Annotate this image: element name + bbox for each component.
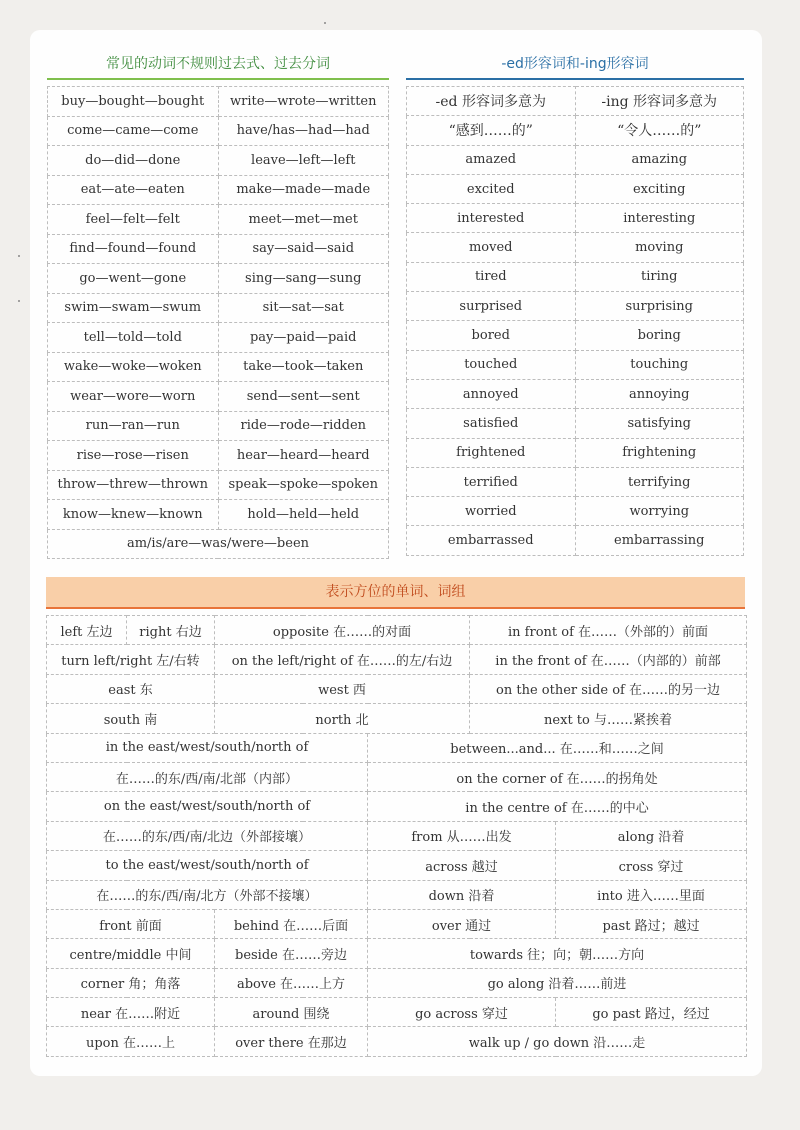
direction-cell: centre/middle 中间 (47, 939, 215, 968)
verb-cell: hear—heard—heard (218, 441, 389, 471)
ed-adjective-cell: annoyed (407, 379, 576, 408)
direction-cell: across 越过 (368, 851, 556, 880)
direction-cell: on the left/right of 在……的左/右边 (215, 645, 470, 674)
verb-cell: run—ran—run (48, 411, 219, 441)
verb-cell: go—went—gone (48, 264, 219, 294)
ed-title-line: “感到……的” (407, 116, 576, 145)
verb-cell: meet—met—met (218, 205, 389, 235)
ed-adjective-cell: tired (407, 262, 576, 291)
direction-cell: upon 在……上 (47, 1027, 215, 1056)
ed-adjective-cell: worried (407, 497, 576, 526)
directions-table (46, 615, 747, 1057)
verb-cell: say—said—said (218, 234, 389, 264)
direction-cell: beside 在……旁边 (215, 939, 368, 968)
verb-cell: wake—woke—woken (48, 352, 219, 382)
direction-cell: near 在……附近 (47, 998, 215, 1027)
verb-cell: know—knew—known (48, 500, 219, 530)
ing-adjective-cell: satisfying (575, 409, 744, 438)
direction-cell: 在……的东/西/南/北方（外部不接壤） (47, 880, 368, 909)
ing-adjective-cell: interesting (575, 204, 744, 233)
scan-dot (18, 255, 20, 257)
direction-cell: in the front of 在……（内部的）前部 (470, 645, 747, 674)
verb-cell: have/has—had—had (218, 116, 389, 146)
direction-cell: 在……的东/西/南/北部（内部） (47, 762, 368, 791)
ed-adjective-cell: satisfied (407, 409, 576, 438)
direction-cell: on the east/west/south/north of (47, 792, 368, 821)
direction-cell: from 从……出发 (368, 821, 556, 850)
direction-cell: towards 往；向；朝……方向 (368, 939, 747, 968)
scan-dot (324, 22, 326, 24)
verb-cell: swim—swam—swum (48, 293, 219, 323)
verb-cell: come—came—come (48, 116, 219, 146)
verb-cell: pay—paid—paid (218, 323, 389, 353)
direction-cell: 在……的东/西/南/北边（外部接壤） (47, 821, 368, 850)
ing-adjective-cell: exciting (575, 174, 744, 203)
ing-adjective-cell: annoying (575, 379, 744, 408)
ing-title-line: “令人……的” (575, 116, 744, 145)
verb-cell: hold—held—held (218, 500, 389, 530)
direction-cell: walk up / go down 沿……走 (368, 1027, 747, 1056)
ed-adjective-cell: bored (407, 321, 576, 350)
ed-adjective-cell: touched (407, 350, 576, 379)
ed-adjective-cell: frightened (407, 438, 576, 467)
direction-cell: south 南 (47, 704, 215, 733)
direction-cell: in the east/west/south/north of (47, 733, 368, 762)
verb-cell: write—wrote—written (218, 87, 389, 117)
verb-cell: eat—ate—eaten (48, 175, 219, 205)
verb-cell: am/is/are—was/were—been (48, 529, 389, 559)
direction-cell: left 左边 (47, 616, 127, 645)
verb-cell: throw—threw—thrown (48, 470, 219, 500)
ed-adjective-cell: amazed (407, 145, 576, 174)
ed-title-line: -ed 形容词多意为 (407, 87, 576, 116)
verb-cell: make—made—made (218, 175, 389, 205)
direction-cell: cross 穿过 (556, 851, 747, 880)
verb-cell: leave—left—left (218, 146, 389, 176)
irregular-verbs-heading: 常见的动词不规则过去式、过去分词 (47, 53, 389, 80)
verb-cell: sing—sang—sung (218, 264, 389, 294)
direction-cell: between...and... 在……和……之间 (368, 733, 747, 762)
ed-adjective-cell: moved (407, 233, 576, 262)
direction-cell: down 沿着 (368, 880, 556, 909)
ing-adjective-cell: embarrassing (575, 526, 744, 555)
ed-adjective-cell: surprised (407, 292, 576, 321)
direction-cell: past 路过；越过 (556, 909, 747, 938)
direction-cell: around 围绕 (215, 998, 368, 1027)
verb-cell: buy—bought—bought (48, 87, 219, 117)
direction-cell: in the centre of 在……的中心 (368, 792, 747, 821)
ed-adjective-cell: terrified (407, 467, 576, 496)
scan-dot (18, 300, 20, 302)
direction-cell: go along 沿着……前进 (368, 968, 747, 997)
ed-adjective-cell: interested (407, 204, 576, 233)
direction-cell: north 北 (215, 704, 470, 733)
verb-cell: wear—wore—worn (48, 382, 219, 412)
directions-heading: 表示方位的单词、词组 (46, 577, 745, 609)
verb-cell: do—did—done (48, 146, 219, 176)
ing-adjective-cell: frightening (575, 438, 744, 467)
direction-cell: above 在……上方 (215, 968, 368, 997)
ing-adjective-cell: touching (575, 350, 744, 379)
direction-cell: on the corner of 在……的拐角处 (368, 762, 747, 791)
ing-adjective-cell: amazing (575, 145, 744, 174)
verb-cell: sit—sat—sat (218, 293, 389, 323)
verb-cell: take—took—taken (218, 352, 389, 382)
verb-cell: speak—spoke—spoken (218, 470, 389, 500)
verb-cell: rise—rose—risen (48, 441, 219, 471)
ed-adjective-cell: embarrassed (407, 526, 576, 555)
direction-cell: turn left/right 左/右转 (47, 645, 215, 674)
ing-title-line: -ing 形容词多意为 (575, 87, 744, 116)
direction-cell: behind 在……后面 (215, 909, 368, 938)
direction-cell: along 沿着 (556, 821, 747, 850)
verb-cell: find—found—found (48, 234, 219, 264)
direction-cell: opposite 在……的对面 (215, 616, 470, 645)
adjectives-table (406, 86, 744, 556)
ing-adjective-cell: moving (575, 233, 744, 262)
direction-cell: west 西 (215, 674, 470, 703)
direction-cell: east 东 (47, 674, 215, 703)
direction-cell: on the other side of 在……的另一边 (470, 674, 747, 703)
ed-adjective-cell: excited (407, 174, 576, 203)
ing-adjective-cell: tiring (575, 262, 744, 291)
verb-cell: send—sent—sent (218, 382, 389, 412)
direction-cell: front 前面 (47, 909, 215, 938)
direction-cell: right 右边 (127, 616, 215, 645)
direction-cell: go past 路过，经过 (556, 998, 747, 1027)
ing-adjective-cell: terrifying (575, 467, 744, 496)
verb-cell: feel—felt—felt (48, 205, 219, 235)
verb-cell: tell—told—told (48, 323, 219, 353)
direction-cell: to the east/west/south/north of (47, 851, 368, 880)
direction-cell: over there 在那边 (215, 1027, 368, 1056)
irregular-verbs-table (47, 86, 389, 559)
adjectives-heading: -ed形容词和-ing形容词 (406, 53, 744, 80)
direction-cell: corner 角；角落 (47, 968, 215, 997)
ing-adjective-cell: boring (575, 321, 744, 350)
verb-cell: ride—rode—ridden (218, 411, 389, 441)
direction-cell: next to 与……紧挨着 (470, 704, 747, 733)
direction-cell: into 进入……里面 (556, 880, 747, 909)
direction-cell: in front of 在……（外部的）前面 (470, 616, 747, 645)
direction-cell: go across 穿过 (368, 998, 556, 1027)
ing-adjective-cell: surprising (575, 292, 744, 321)
ing-adjective-cell: worrying (575, 497, 744, 526)
direction-cell: over 通过 (368, 909, 556, 938)
